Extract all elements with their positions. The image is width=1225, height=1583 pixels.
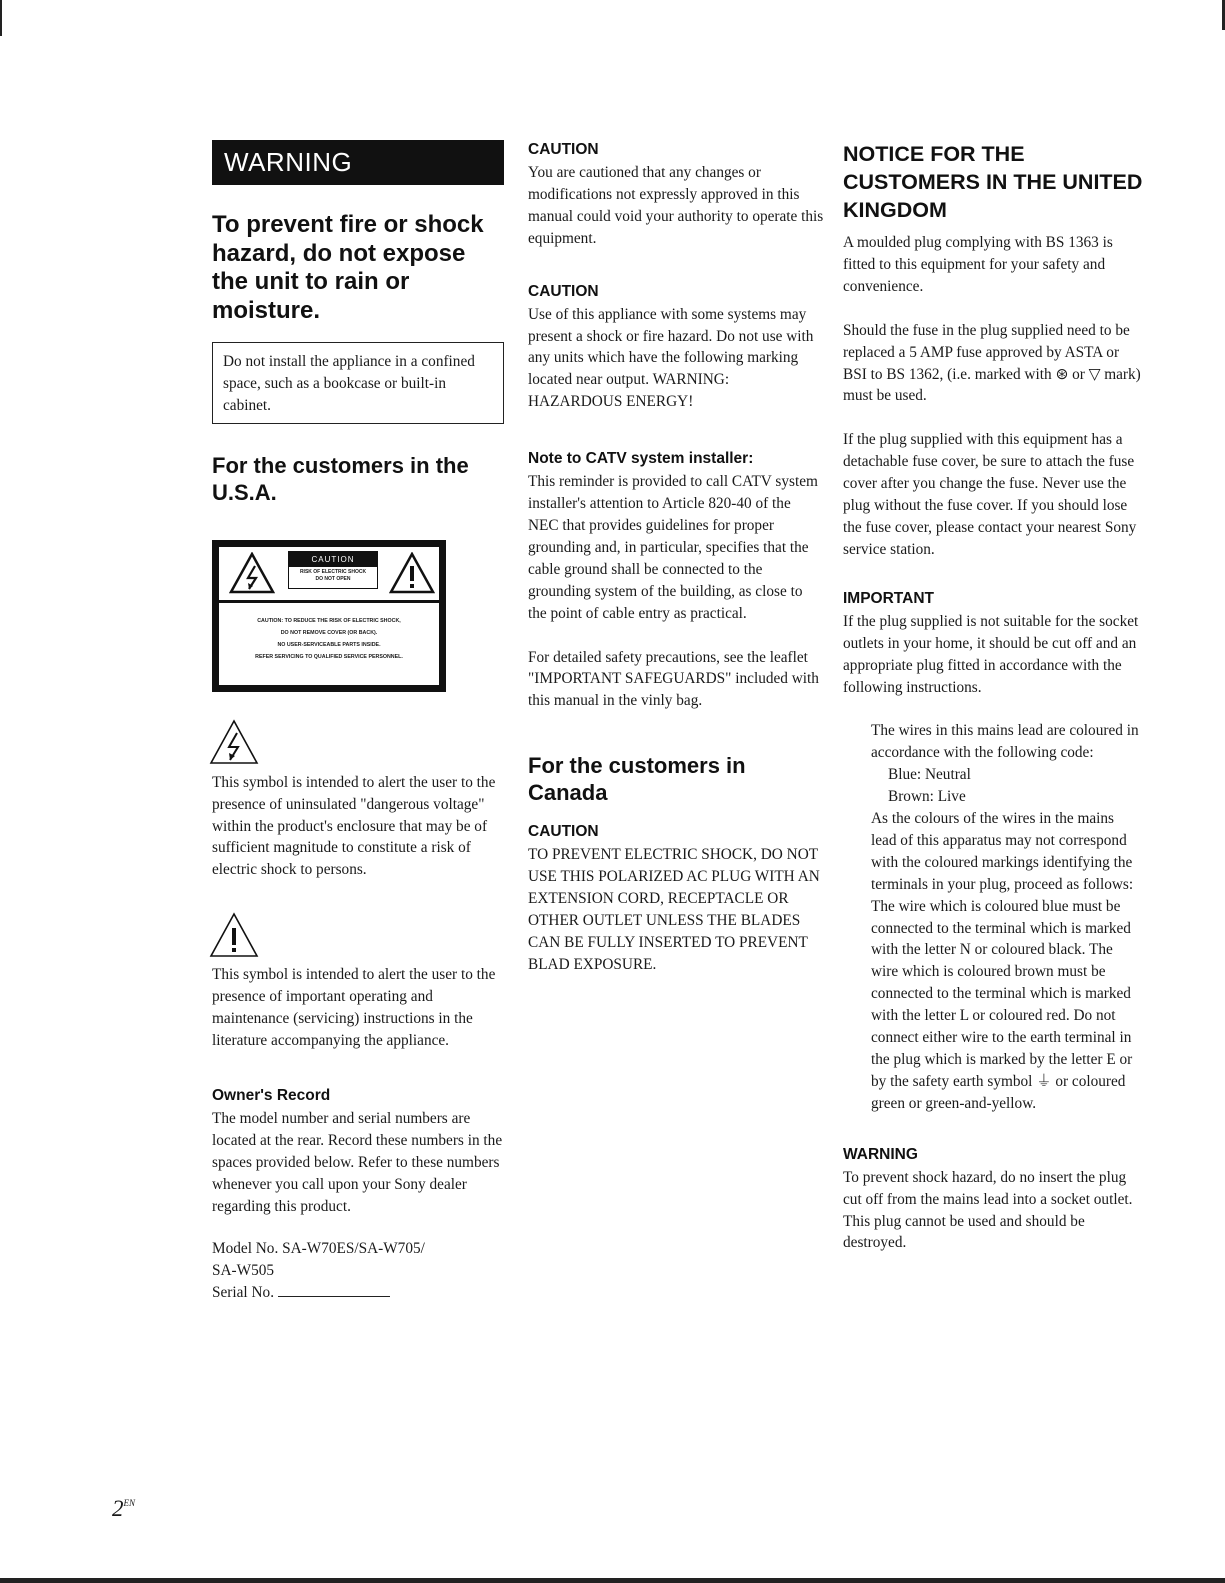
uk-warning-heading: WARNING xyxy=(843,1145,918,1163)
wire-code-blue: Blue: Neutral xyxy=(888,766,971,784)
page-number-suffix: EN xyxy=(123,1498,136,1508)
label-line-1: CAUTION: TO REDUCE THE RISK OF ELECTRIC SHOCK, xyxy=(257,617,401,624)
canada-heading: For the customers in Canada xyxy=(528,753,746,806)
serial-number-label: Serial No. xyxy=(212,1284,275,1302)
uk-paragraph-3: If the plug supplied with this equipment has a detachable fuse cover, be sure to attach the fuse cover after you change the fuse. Never use the plug without the fuse cover. If you should lose the fuse cover, please contact your nearest Sony service station. xyxy=(843,431,1137,558)
important-text: If the plug supplied is not suitable for the socket outlets in your home, it should be cut off and an appropriate plug fitted in accordance with the following instructions. xyxy=(843,612,1139,696)
owners-record-heading: Owner's Record xyxy=(212,1086,331,1104)
lightning-symbol-icon xyxy=(208,718,260,766)
wires-procedure-text: As the colours of the wires in the mains lead of this apparatus may not correspond with the coloured markings identifying the terminals in your plug, proceed as follows: The wire which is coloured blue must be connected to the terminal which is marked with the letter N or coloured black. The wire which is coloured brown must be connected to the terminal which is marked with the letter L or coloured red. Do not connect either wire to the earth terminal in the plug which is marked by the letter E or by the safety earth symbol ⏚ or coloured green or green-and-yellow. xyxy=(871,810,1134,1112)
label-line-4: REFER SERVICING TO QUALIFIED SERVICE PERSONNEL. xyxy=(255,653,403,660)
usa-heading: For the customers in the U.S.A. xyxy=(212,452,469,505)
uk-paragraph-2: Should the fuse in the plug supplied need to be replaced a 5 AMP fuse approved by ASTA or BSI to BS 1362, (i.e. marked with ⊛ or ▽ mark) must be used. xyxy=(843,321,1141,405)
important-heading: IMPORTANT xyxy=(843,589,934,607)
scan-edge-left xyxy=(0,0,2,36)
label-instructions xyxy=(227,615,431,663)
column-right xyxy=(843,140,1143,1254)
serial-number-blank xyxy=(278,1282,390,1297)
column-middle xyxy=(528,140,824,976)
warning-banner: WARNING xyxy=(212,140,504,185)
scan-edge-bottom xyxy=(0,1578,1225,1583)
label-sub2: DO NOT OPEN xyxy=(315,575,351,582)
exclamation-warning-icon xyxy=(389,552,435,594)
label-line-2: DO NOT REMOVE COVER (OR BACK). xyxy=(280,629,378,636)
label-subtext xyxy=(289,567,377,583)
uk-notice-heading: NOTICE FOR THE CUSTOMERS IN THE UNITED KINGDOM xyxy=(843,142,1143,222)
label-divider xyxy=(219,600,439,603)
label-line-3: NO USER-SERVICEABLE PARTS INSIDE. xyxy=(277,641,381,648)
serial-number-row xyxy=(212,1282,504,1304)
caution-1-heading: CAUTION xyxy=(528,141,599,158)
catv-heading: Note to CATV system installer: xyxy=(528,450,754,468)
exclamation-symbol-text: This symbol is intended to alert the user to the presence of important operating and maintenance (servicing) instructions in the literature accompanying the appliance. xyxy=(212,966,496,1049)
caution-label-image xyxy=(212,540,446,692)
caution-2-text: Use of this appliance with some systems may present a shock or fire hazard. Do not use with any units which have the following marking located near output. WARNING: HAZARDOUS ENERGY! xyxy=(528,305,814,411)
page-number-value: 2 xyxy=(112,1496,124,1521)
uk-warning-text: To prevent shock hazard, do no insert the plug cut off from the mains lead into a socket outlet. This plug cannot be used and should be destroyed. xyxy=(843,1168,1133,1252)
lightning-symbol-text: This symbol is intended to alert the user to the presence of uninsulated "dangerous voltage" within the product's enclosure that may be of sufficient magnitude to constitute a risk of electric shock to persons. xyxy=(212,773,496,879)
label-sub1: RISK OF ELECTRIC SHOCK xyxy=(299,568,367,575)
wire-code-brown: Brown: Live xyxy=(888,788,966,806)
caution-2-heading: CAUTION xyxy=(528,282,599,300)
installation-notice-box: Do not install the appliance in a confined space, such as a bookcase or built-in cabinet. xyxy=(212,342,504,424)
uk-paragraph-1: A moulded plug complying with BS 1363 is fitted to this equipment for your safety and convenience. xyxy=(843,234,1113,295)
model-number-line-2: SA-W505 xyxy=(212,1262,275,1280)
fire-shock-headline: To prevent fire or shock hazard, do not expose the unit to rain or moisture. xyxy=(212,211,484,324)
label-title: CAUTION xyxy=(289,552,377,567)
catv-text: This reminder is provided to call CATV system installer's attention to Article 820-40 of the NEC that provides guidelines for proper grounding and, in particular, specifies that the cable ground shall be connected to the grounding system of the building, as close to the point of cable entry as practical. xyxy=(528,473,818,622)
canada-caution-heading: CAUTION xyxy=(528,823,599,841)
page-number xyxy=(112,1496,135,1522)
canada-caution-text: TO PREVENT ELECTRIC SHOCK, DO NOT USE THIS POLARIZED AC PLUG WITH AN EXTENSION CORD, RECEPTACLE OR OTHER OUTLET UNLESS THE BLADES CAN BE FULLY INSERTED TO PREVENT BLAD EXPOSURE. xyxy=(528,846,820,973)
lightning-warning-icon xyxy=(229,552,275,594)
wires-intro: The wires in this mains lead are coloured in accordance with the following code: xyxy=(871,722,1139,762)
wires-instructions xyxy=(871,720,1143,1114)
safety-precautions-text: For detailed safety precautions, see the leaflet "IMPORTANT SAFEGUARDS" included with this manual in the vinly bag. xyxy=(528,648,819,710)
owners-record-text: The model number and serial numbers are located at the rear. Record these numbers in the spaces provided below. Refer to these numbers whenever you call upon your Sony dealer regarding this product. xyxy=(212,1109,503,1215)
column-left xyxy=(212,140,504,1304)
caution-1-text: You are cautioned that any changes or modifications not expressly approved in this manual could void your authority to operate this equipment. xyxy=(528,164,824,247)
caution-label-center xyxy=(288,551,378,589)
model-number-line-1: Model No. SA-W70ES/SA-W705/ xyxy=(212,1240,425,1258)
exclamation-symbol-icon xyxy=(208,911,260,959)
